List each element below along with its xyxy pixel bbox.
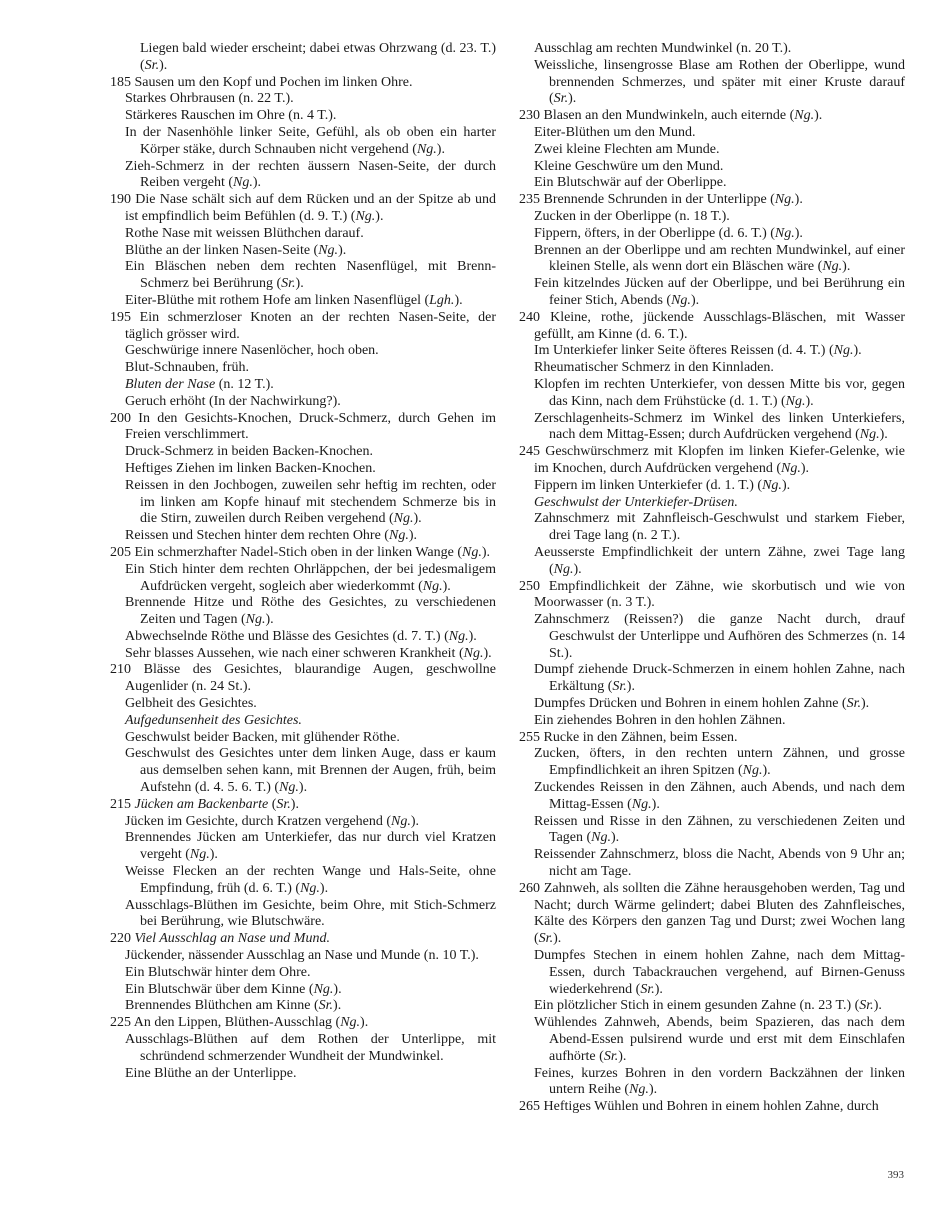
entry-text: Zucken in der Oberlippe (n. 18 T.). <box>534 208 730 224</box>
entry-text: Feines, kurzes Bohren in den vordern Backzähnen der linken untern Reihe (Ng.). <box>534 1065 905 1098</box>
entry-text: Ein Blutschwär hinter dem Ohre. <box>125 964 311 980</box>
entry-text: Brennendes Jücken am Unterkiefer, das nur durch viel Kratzen vergeht (Ng.). <box>125 830 496 863</box>
entry-text: Gelbheit des Gesichtes. <box>125 696 257 712</box>
entry-text: Abwechselnde Röthe und Blässe des Gesichtes (d. 7. T.) (Ng.). <box>125 628 477 644</box>
entry <box>519 142 905 159</box>
entry-text: Die Nase schält sich auf dem Rücken und an der Spitze ab und ist empfindlich beim Befühlen (d. 9. T.) (Ng.). <box>125 192 497 224</box>
entry <box>110 1066 496 1083</box>
entry-text: Dumpfes Stechen in einem hohlen Zahne, nach dem Mittag-Essen, durch Tabackrauchen vergehend, auf Birnen-Genuss wiederkehrend (Sr.). <box>534 948 905 997</box>
entry-number: 235 <box>519 192 544 208</box>
entry-text: Blässe des Gesichtes, blaurandige Augen, geschwollne Augenlider (n. 24 St.). <box>125 662 496 695</box>
entry-text: Liegen bald wieder erscheint; dabei etwas Ohrzwang (d. 23. T.) (Sr.). <box>140 41 496 73</box>
entry-text: Aufgedunsenheit des Gesichtes. <box>125 712 302 728</box>
entry-text: Blut-Schnauben, früh. <box>125 360 250 376</box>
entry <box>110 243 496 260</box>
entry-text: Ein Stich hinter dem rechten Ohrläppchen, der bei jedesmaligem Aufdrücken vergeht, sogleich aber wiederkommt (Ng.). <box>125 561 496 594</box>
entry-text: Fippern im linken Unterkiefer (d. 1. T.) (Ng.). <box>534 477 791 493</box>
entry <box>519 243 905 277</box>
entry <box>110 746 496 796</box>
entry-text: Druck-Schmerz in beiden Backen-Knochen. <box>125 444 374 460</box>
entry-number: 215 <box>110 796 135 812</box>
entry <box>110 226 496 243</box>
entry <box>110 864 496 898</box>
entry <box>110 797 496 814</box>
entry-number: 200 <box>110 410 139 426</box>
entry <box>110 343 496 360</box>
entry-text: Geschwulst des Gesichtes unter dem linken Auge, dass er kaum aus demselben sehen kann, mit Brennen der Augen, früh, beim Aufstehn (d. 4. 5. 6. T.) (Ng.). <box>125 746 496 796</box>
entry-text: Im Unterkiefer linker Seite öfteres Reissen (d. 4. T.) (Ng.). <box>534 343 862 359</box>
entry-text: Jückender, nässender Ausschlag an Nase und Munde (n. 10 T.). <box>125 948 479 964</box>
entry <box>519 377 905 411</box>
entry <box>519 478 905 495</box>
entry-number: 210 <box>110 662 144 678</box>
entry-text: Zucken, öfters, in den rechten untern Zähnen, und grosse Empfindlichkeit an ihren Spitzen (Ng.). <box>534 746 905 779</box>
entry <box>110 478 496 528</box>
entry-number: 230 <box>519 108 544 124</box>
entry <box>110 108 496 125</box>
entry-text: Aeusserste Empfindlichkeit der untern Zähne, zwei Tage lang (Ng.). <box>534 544 905 577</box>
entry <box>110 562 496 596</box>
entry-text: Rothe Nase mit weissen Blüthchen darauf. <box>125 225 364 241</box>
entry <box>110 948 496 965</box>
entry-text: Fein kitzelndes Jücken auf der Oberlippe, und bei Berührung ein feiner Stich, Abends (Ng.). <box>534 276 905 308</box>
entry <box>519 108 905 125</box>
entry-text: Reissen in den Jochbogen, zuweilen sehr heftig im rechten, oder im linken am Kopfe hinauf mit stechendem Schmerze bis in die Stirn, zuweilen durch Reiben vergehend (Ng.). <box>125 477 496 527</box>
entry <box>519 612 905 662</box>
entry <box>519 746 905 780</box>
entry <box>110 310 496 344</box>
entry-text: Zahnschmerz mit Zahnfleisch-Geschwulst und starkem Fieber, drei Tage lang (n. 2 T.). <box>534 511 905 544</box>
entry-text: Bluten der Nase (n. 12 T.). <box>125 376 274 392</box>
entry-text: Reissen und Stechen hinter dem rechten Ohre (Ng.). <box>125 528 417 544</box>
entry <box>519 948 905 998</box>
entry <box>110 91 496 108</box>
entry <box>519 310 905 344</box>
entry-text: Ein Blutschwär auf der Oberlippe. <box>534 175 727 191</box>
entry <box>110 411 496 445</box>
entry-text: Ein Blutschwär über dem Kinne (Ng.). <box>125 981 342 997</box>
entry-text: Ausschlag am rechten Mundwinkel (n. 20 T.). <box>534 41 792 56</box>
entry <box>110 998 496 1015</box>
entry-text: Ein schmerzhafter Nadel-Stich oben in der linken Wange (Ng.). <box>134 544 491 560</box>
entry <box>519 511 905 545</box>
entry-text: Brennende Hitze und Röthe des Gesichtes, zu verschiedenen Zeiten und Tagen (Ng.). <box>125 595 496 628</box>
entry <box>110 394 496 411</box>
entry-number: 225 <box>110 1015 134 1031</box>
entry-number: 205 <box>110 544 135 560</box>
entry <box>110 528 496 545</box>
entry-text: Empfindlichkeit der Zähne, wie skorbutisch und wie von Moorwasser (n. 3 T.). <box>534 578 905 611</box>
entry <box>519 192 905 209</box>
entry-text: Geschwulst beider Backen, mit glühender Röthe. <box>125 729 400 745</box>
page-number: 393 <box>887 1169 904 1181</box>
entry-text: Reissen und Risse in den Zähnen, zu verschiedenen Zeiten und Tagen (Ng.). <box>534 813 905 846</box>
entry <box>519 662 905 696</box>
entry <box>110 1032 496 1066</box>
entry <box>519 411 905 445</box>
entry <box>519 125 905 142</box>
entry-number: 255 <box>519 729 544 745</box>
entry <box>519 175 905 192</box>
entry-text: In den Gesichts-Knochen, Druck-Schmerz, durch Gehen im Freien verschlimmert. <box>125 410 496 443</box>
entry <box>110 965 496 982</box>
entry-number: 260 <box>519 880 544 896</box>
entry <box>110 982 496 999</box>
entry-text: Zahnweh, als sollten die Zähne herausgehoben werden, Tag und Nacht; durch Wärme gelindert; dabei Bluten des Zahnfleisches, Kälte des Körpers den ganzen Tag und Durst; zwei Wochen lang (Sr.). <box>534 880 905 947</box>
entry-text: Sehr blasses Aussehen, wie nach einer schweren Krankheit (Ng.). <box>125 645 492 661</box>
entry-text: Reissender Zahnschmerz, bloss die Nacht, Abends von 9 Uhr an; nicht am Tage. <box>534 847 905 880</box>
entry-text: Heftiges Ziehen im linken Backen-Knochen. <box>125 460 376 476</box>
entry <box>519 814 905 848</box>
entry-number: 190 <box>110 192 136 208</box>
entry <box>110 75 496 92</box>
entry <box>110 696 496 713</box>
entry-text: Zerschlagenheits-Schmerz im Winkel des linken Unterkiefers, nach dem Mittag-Essen; durch Aufdrücken vergehend (Ng.). <box>534 410 905 443</box>
entry-text: Blüthe an der linken Nasen-Seite (Ng.). <box>125 242 347 258</box>
entry-text: Brennende Schrunden in der Unterlippe (Ng.). <box>543 192 803 208</box>
entry <box>519 847 905 881</box>
entry-number: 265 <box>519 1099 544 1115</box>
entry-text: Sausen um den Kopf und Pochen im linken Ohre. <box>134 74 413 90</box>
entry-text: Eiter-Blüthen um den Mund. <box>534 124 696 140</box>
entry-text: Zahnschmerz (Reissen?) die ganze Nacht durch, drauf Geschwulst der Unterlippe und Aufhören des Schmerzes (n. 14 St.). <box>534 612 905 661</box>
entry-text: Brennendes Blüthchen am Kinne (Sr.). <box>125 998 342 1014</box>
entry <box>519 1066 905 1100</box>
entry <box>110 931 496 948</box>
entry-number: 220 <box>110 931 135 947</box>
entry <box>110 730 496 747</box>
entry <box>110 259 496 293</box>
entry-text: Zwei kleine Flechten am Munde. <box>534 141 720 157</box>
entry <box>110 662 496 696</box>
entry <box>110 814 496 831</box>
entry <box>519 1015 905 1065</box>
entry <box>519 209 905 226</box>
entry <box>110 646 496 663</box>
entry <box>110 125 496 159</box>
entry <box>110 41 496 75</box>
left-column <box>110 41 496 1082</box>
entry-text: Ein schmerzloser Knoten an der rechten Nasen-Seite, der täglich grösser wird. <box>125 309 497 342</box>
entry <box>519 1099 905 1116</box>
entry-text: Ausschlags-Blüthen auf dem Rothen der Unterlippe, mit schründend schmerzender Wundheit der Mundwinkel. <box>125 1032 496 1064</box>
entry-text: Ein ziehendes Bohren in den hohlen Zähnen. <box>534 712 786 728</box>
entry-text: An den Lippen, Blüthen-Ausschlag (Ng.). <box>133 1015 369 1031</box>
entry-text: Fippern, öfters, in der Oberlippe (d. 6. T.) (Ng.). <box>534 225 803 241</box>
entry-text: Ein plötzlicher Stich in einem gesunden Zahne (n. 23 T.) (Sr.). <box>534 998 882 1014</box>
right-column <box>519 41 905 1116</box>
entry <box>110 192 496 226</box>
entry <box>110 461 496 478</box>
entry <box>519 545 905 579</box>
entry-text: Ein Bläschen neben dem rechten Nasenflügel, mit Brenn-Schmerz bei Berührung (Sr.). <box>125 259 496 292</box>
entry <box>519 360 905 377</box>
entry-text: Heftiges Wühlen und Bohren in einem hohlen Zahne, durch <box>543 1099 879 1115</box>
entry-text: Viel Ausschlag an Nase und Mund. <box>134 931 330 947</box>
entry <box>519 276 905 310</box>
entry-text: Eine Blüthe an der Unterlippe. <box>125 1065 297 1081</box>
entry-text: Stärkeres Rauschen im Ohre (n. 4 T.). <box>125 108 337 124</box>
entry <box>519 444 905 478</box>
entry-number: 240 <box>519 309 551 325</box>
entry <box>110 360 496 377</box>
entry <box>519 730 905 747</box>
entry <box>519 495 905 512</box>
entry <box>519 780 905 814</box>
entry <box>110 595 496 629</box>
entry <box>519 58 905 108</box>
entry-text: Jücken am Backenbarte (Sr.). <box>134 796 299 812</box>
entry-text: Weissliche, linsengrosse Blase am Rothen der Oberlippe, wund brennenden Schmerzes, und später mit einer Kruste darauf (Sr.). <box>534 57 905 107</box>
entry <box>110 444 496 461</box>
entry-text: Ausschlags-Blüthen im Gesichte, beim Ohre, mit Stich-Schmerz bei Berührung, wie Blutschwäre. <box>125 897 496 930</box>
entry-text: Blasen an den Mundwinkeln, auch eiternde (Ng.). <box>543 108 823 124</box>
entry-text: Geschwürschmerz mit Klopfen im linken Kiefer-Gelenke, wie im Knochen, durch Aufdrücken vergehend (Ng.). <box>534 444 905 476</box>
entry-text: Wühlendes Zahnweh, Abends, beim Spazieren, das nach dem Abend-Essen pulsirend wurde und erst mit dem Einschlafen aufhörte (Sr.). <box>534 1015 905 1064</box>
entry-text: Eiter-Blüthe mit rothem Hofe am linken Nasenflügel (Lgh.). <box>125 292 463 308</box>
entry-number: 185 <box>110 74 135 90</box>
entry <box>519 159 905 176</box>
entry-text: Kleine Geschwüre um den Mund. <box>534 158 724 174</box>
entry-text: Zuckendes Reissen in den Zähnen, auch Abends, und nach dem Mittag-Essen (Ng.). <box>534 780 905 812</box>
entry <box>519 881 905 948</box>
entry-text: Weisse Flecken an der rechten Wange und Hals-Seite, ohne Empfindung, früh (d. 6. T.) (Ng.). <box>125 864 496 896</box>
entry-number: 250 <box>519 578 549 594</box>
entry <box>519 998 905 1015</box>
entry <box>519 41 905 58</box>
entry-number: 195 <box>110 309 140 325</box>
entry <box>110 545 496 562</box>
entry-text: Starkes Ohrbrausen (n. 22 T.). <box>125 91 294 107</box>
entry <box>519 713 905 730</box>
entry <box>519 226 905 243</box>
entry-number: 245 <box>519 444 546 460</box>
entry-text: Rucke in den Zähnen, beim Essen. <box>543 729 738 745</box>
entry-text: Jücken im Gesichte, durch Kratzen vergehend (Ng.). <box>125 813 420 829</box>
entry-text: Rheumatischer Schmerz in den Kinnladen. <box>534 360 774 376</box>
entry <box>110 629 496 646</box>
entry <box>110 293 496 310</box>
entry <box>519 579 905 613</box>
entry <box>110 830 496 864</box>
entry <box>519 343 905 360</box>
entry-text: Klopfen im rechten Unterkiefer, von dessen Mitte bis vor, gegen das Kinn, nach dem Frühstücke (d. 1. T.) (Ng.). <box>534 376 905 409</box>
entry-text: In der Nasenhöhle linker Seite, Gefühl, als ob oben ein harter Körper stäke, durch Schnauben nicht vergehend (Ng.). <box>125 124 496 157</box>
entry <box>110 377 496 394</box>
entry-text: Dumpf ziehende Druck-Schmerzen in einem hohlen Zahne, nach Erkältung (Sr.). <box>534 662 905 695</box>
entry-text: Geruch erhöht (In der Nachwirkung?). <box>125 393 341 409</box>
entry-text: Dumpfes Drücken und Bohren in einem hohlen Zahne (Sr.). <box>534 696 870 712</box>
entry <box>519 696 905 713</box>
entry <box>110 1015 496 1032</box>
entry <box>110 713 496 730</box>
entry <box>110 898 496 932</box>
entry-text: Zieh-Schmerz in der rechten äussern Nasen-Seite, der durch Reiben vergeht (Ng.). <box>125 158 496 191</box>
entry <box>110 159 496 193</box>
entry-text: Geschwürige innere Nasenlöcher, hoch oben. <box>125 343 379 359</box>
entry-text: Kleine, rothe, jückende Ausschlags-Bläschen, mit Wasser gefüllt, am Kinne (d. 6. T.). <box>534 309 906 342</box>
entry-text: Brennen an der Oberlippe und am rechten Mundwinkel, auf einer kleinen Stelle, als wenn dort ein Bläschen wäre (Ng.). <box>534 242 905 275</box>
entry-text: Geschwulst der Unterkiefer-Drüsen. <box>534 494 738 510</box>
